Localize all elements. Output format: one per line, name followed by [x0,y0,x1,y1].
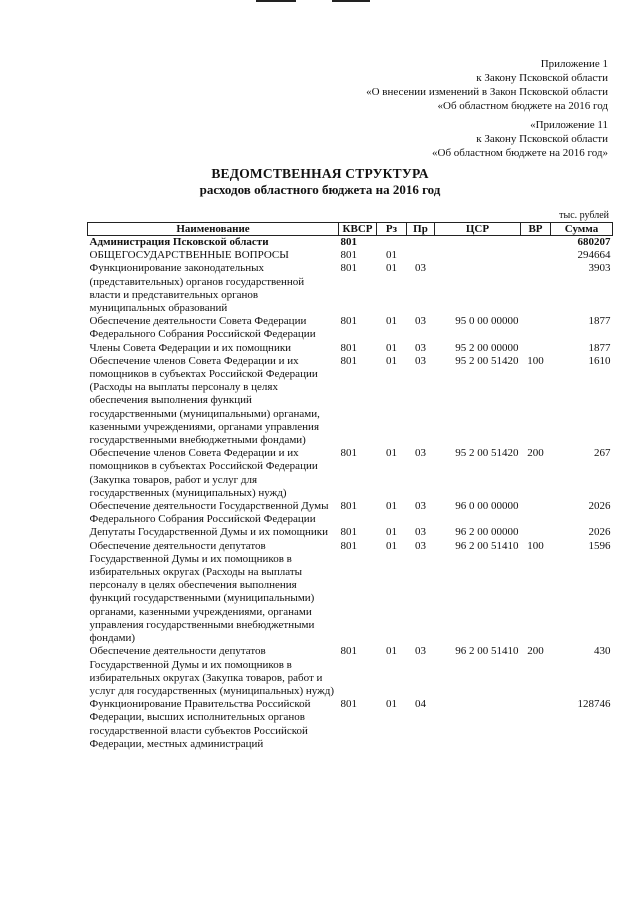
row-pr-cell: 03 [415,447,426,460]
row-vr-cell [521,342,551,355]
row-vr-cell: 200 [527,447,544,460]
appendix-1-line: Приложение 1 [540,58,608,70]
row-rz-cell: 01 [386,341,397,354]
row-name-cell: ОБЩЕГОСУДАРСТВЕННЫЕ ВОПРОСЫ [89,249,289,262]
row-pr-cell: 03 [415,354,426,367]
row-rz-cell: 01 [386,262,397,275]
appendix-11-line: «Приложение 11 [530,119,608,131]
row-kvsr-cell: 801 [340,698,357,711]
document-title: ВЕДОМСТВЕННАЯ СТРУКТУРА [211,166,429,181]
appendix-11-line: «Об областном бюджете на 2016 год» [432,147,608,159]
row-sum-cell: 1596 [588,539,611,552]
row-csr-cell: 96 2 00 00000 [455,526,519,539]
table-row [88,447,613,500]
row-sum-cell: 2026 [588,500,611,513]
header-name: Наименование [88,223,339,236]
units-label: тыс. рублей [559,210,609,221]
row-vr-cell: 100 [527,539,544,552]
appendix-1-line: к Закону Псковской области [476,72,608,84]
row-csr-cell: 95 0 00 00000 [455,315,519,328]
appendix-11-header [432,118,608,160]
row-vr-cell [521,526,551,539]
header-vr: ВР [521,223,551,236]
row-name-cell: Функционирование законодательных (представительных) органов государственной власти и представительных органов муниципальных образований [89,262,305,315]
table-row [88,236,613,250]
row-rz-cell: 01 [386,315,397,328]
table-row [88,645,613,698]
table-header-row [88,223,613,236]
row-csr-cell: 95 2 00 51420 [455,354,519,367]
row-sum-cell: 2026 [588,526,611,539]
row-rz-cell [377,236,407,250]
row-sum-cell: 680207 [577,236,611,248]
row-name-cell: Обеспечение членов Совета Федерации и их помощников в субъектах Российской Федерации (Расходы на выплаты персоналу в целях обеспечения выполнения функций государственными (муниципальными) органами, казенными учреждениями, органами управления государственными внебюджетными фондами) [89,354,320,447]
row-sum-cell: 1877 [588,341,611,354]
row-pr-cell: 03 [415,500,426,513]
row-kvsr-cell: 801 [340,262,357,275]
row-csr-cell [435,698,521,751]
row-kvsr-cell: 801 [340,236,357,248]
budget-table [87,222,613,751]
row-name-cell: Обеспечение деятельности депутатов Государственной Думы и их помощников в избирательных округах (Расходы на выплаты персоналу в целях обеспечения выполнения функций государственными (муниципальными) органами, казенными учреждениями, органами управления государственными внебюджетными фондами) [89,539,315,645]
row-csr-cell: 95 2 00 00000 [455,341,519,354]
appendix-1-line: «Об областном бюджете на 2016 год [437,100,608,112]
row-kvsr-cell: 801 [340,539,357,552]
row-kvsr-cell: 801 [340,249,357,262]
row-name-cell: Функционирование Правительства Российской Федерации, высших исполнительных органов государственной власти субъектов Российской Федерации, местных администраций [89,698,311,750]
row-name-cell: Обеспечение деятельности Государственной Думы Федерального Собрания Российской Федерации [89,500,329,526]
header-kvsr: КВСР [339,223,377,236]
row-rz-cell: 01 [386,447,397,460]
table-row [88,355,613,447]
row-vr-cell [521,262,551,315]
table-row [88,249,613,262]
row-sum-cell: 1610 [588,354,611,367]
document-subtitle: расходов областного бюджета на 2016 год [199,182,441,197]
header-sum: Сумма [551,223,613,236]
row-vr-cell [521,249,551,262]
table-row [88,698,613,751]
row-sum-cell: 3903 [588,262,611,275]
row-vr-cell [521,698,551,751]
row-name-cell: Обеспечение деятельности депутатов Государственной Думы и их помощников в избирательных округах (Закупка товаров, работ и услуг для государственных (муниципальных) нужд) [89,645,335,697]
table-row [88,526,613,539]
row-sum-cell: 430 [594,645,611,658]
scan-artifact-mark [256,0,296,2]
row-sum-cell: 128746 [577,698,611,711]
row-pr-cell: 03 [415,341,426,354]
row-name-cell: Обеспечение членов Совета Федерации и их помощников в субъектах Российской Федерации (Закупка товаров, работ и услуг для государственных (муниципальных) нужд) [89,447,318,499]
row-csr-cell: 96 2 00 51410 [455,645,519,658]
row-pr-cell [407,249,435,262]
scan-artifact-mark [332,0,370,2]
row-pr-cell: 03 [415,539,426,552]
row-pr-cell: 03 [415,262,426,275]
row-pr-cell: 04 [415,698,426,711]
row-vr-cell [521,236,551,250]
row-pr-cell: 03 [415,645,426,658]
row-pr-cell: 03 [415,526,426,539]
table-body [88,236,613,751]
table-row [88,500,613,526]
row-sum-cell: 267 [594,447,611,460]
row-csr-cell: 96 0 00 00000 [455,500,519,513]
row-rz-cell: 01 [386,698,397,711]
row-pr-cell: 03 [415,315,426,328]
row-vr-cell [521,500,551,526]
appendix-1-line: «О внесении изменений в Закон Псковской области [366,86,608,98]
row-name-cell: Члены Совета Федерации и их помощники [89,341,292,354]
row-sum-cell: 1877 [588,315,611,328]
row-name-cell: Депутаты Государственной Думы и их помощники [89,526,329,539]
row-kvsr-cell: 801 [340,341,357,354]
row-rz-cell: 01 [386,645,397,658]
row-sum-cell: 294664 [577,249,611,262]
row-kvsr-cell: 801 [340,354,357,367]
row-rz-cell: 01 [386,526,397,539]
row-rz-cell: 01 [386,539,397,552]
header-rz: Рз [377,223,407,236]
row-kvsr-cell: 801 [340,500,357,513]
row-csr-cell: 95 2 00 51420 [455,447,519,460]
row-csr-cell [435,262,521,315]
appendix-1-header [366,57,608,113]
row-vr-cell [521,315,551,341]
appendix-11-line: к Закону Псковской области [476,133,608,145]
row-vr-cell: 200 [527,645,544,658]
row-csr-cell [435,249,521,262]
row-csr-cell: 96 2 00 51410 [455,539,519,552]
row-kvsr-cell: 801 [340,447,357,460]
table-row [88,262,613,315]
row-vr-cell: 100 [527,354,544,367]
row-name-cell: Администрация Псковской области [89,236,269,248]
table-row [88,342,613,355]
header-pr: Пр [407,223,435,236]
row-kvsr-cell: 801 [340,315,357,328]
row-rz-cell: 01 [386,354,397,367]
table-row [88,540,613,646]
row-kvsr-cell: 801 [340,645,357,658]
row-kvsr-cell: 801 [340,526,357,539]
row-rz-cell: 01 [386,249,397,262]
row-csr-cell [435,236,521,250]
row-pr-cell [407,236,435,250]
header-csr: ЦСР [435,223,521,236]
row-rz-cell: 01 [386,500,397,513]
table-row [88,315,613,341]
row-name-cell: Обеспечение деятельности Совета Федерации Федерального Собрания Российской Федерации [89,315,316,341]
